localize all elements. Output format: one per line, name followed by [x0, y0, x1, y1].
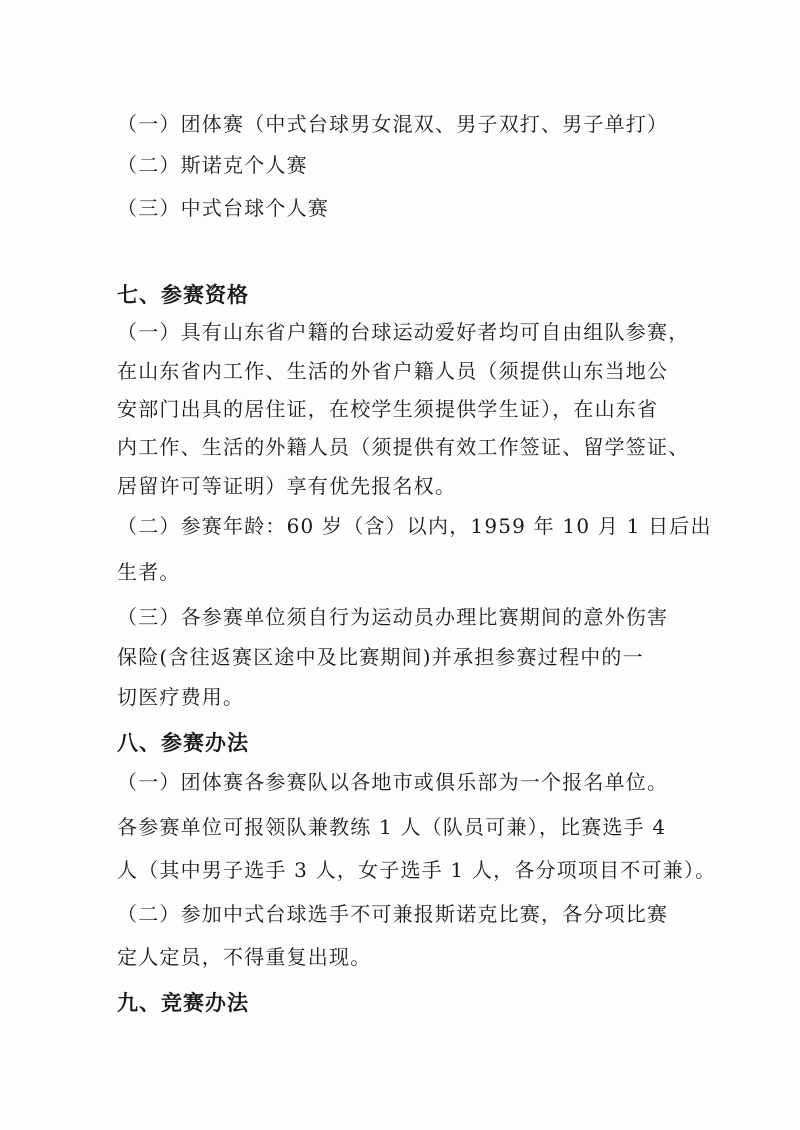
section7-line: （二）参赛年龄：60 岁（含）以内，1959 年 10 月 1 日后出 — [117, 514, 712, 538]
section7-line: 切医疗费用。 — [117, 685, 245, 709]
section8-heading: 八、参赛办法 — [117, 731, 249, 755]
event-chinese-pool-line: （三）中式台球个人赛 — [117, 196, 329, 220]
event-snooker-line: （二）斯诺克个人赛 — [117, 153, 308, 177]
section7-line: 保险(含往返赛区途中及比赛期间)并承担参赛过程中的一 — [117, 645, 644, 669]
section7-line: 安部门出具的居住证，在校学生须提供学生证），在山东省 — [117, 397, 659, 421]
section7-heading: 七、参赛资格 — [117, 283, 249, 307]
section7-line: 内工作、生活的外籍人员（须提供有效工作签证、留学签证、 — [117, 435, 690, 459]
section7-line: 生者。 — [117, 560, 181, 584]
section8-line: 人（其中男子选手 3 人，女子选手 1 人，各分项项目不可兼）。 — [117, 858, 717, 882]
section8-line: （二）参加中式台球选手不可兼报斯诺克比赛，各分项比赛 — [117, 902, 669, 926]
section7-line: （一）具有山东省户籍的台球运动爱好者均可自由组队参赛， — [117, 320, 690, 344]
section8-line: 定人定员，不得重复出现。 — [117, 945, 372, 969]
section7-line: 在山东省内工作、生活的外省户籍人员（须提供山东当地公 — [117, 359, 669, 383]
section8-line: 各参赛单位可报领队兼教练 1 人（队员可兼），比赛选手 4 — [117, 815, 667, 839]
event-team-line: （一）团体赛（中式台球男女混双、男子双打、男子单打） — [117, 112, 669, 136]
section9-heading: 九、竞赛办法 — [117, 991, 249, 1015]
section8-line: （一）团体赛各参赛队以各地市或俱乐部为一个报名单位。 — [117, 770, 669, 794]
section7-line: （三）各参赛单位须自行为运动员办理比赛期间的意外伤害 — [117, 605, 669, 629]
section7-line: 居留许可等证明）享有优先报名权。 — [117, 474, 457, 498]
